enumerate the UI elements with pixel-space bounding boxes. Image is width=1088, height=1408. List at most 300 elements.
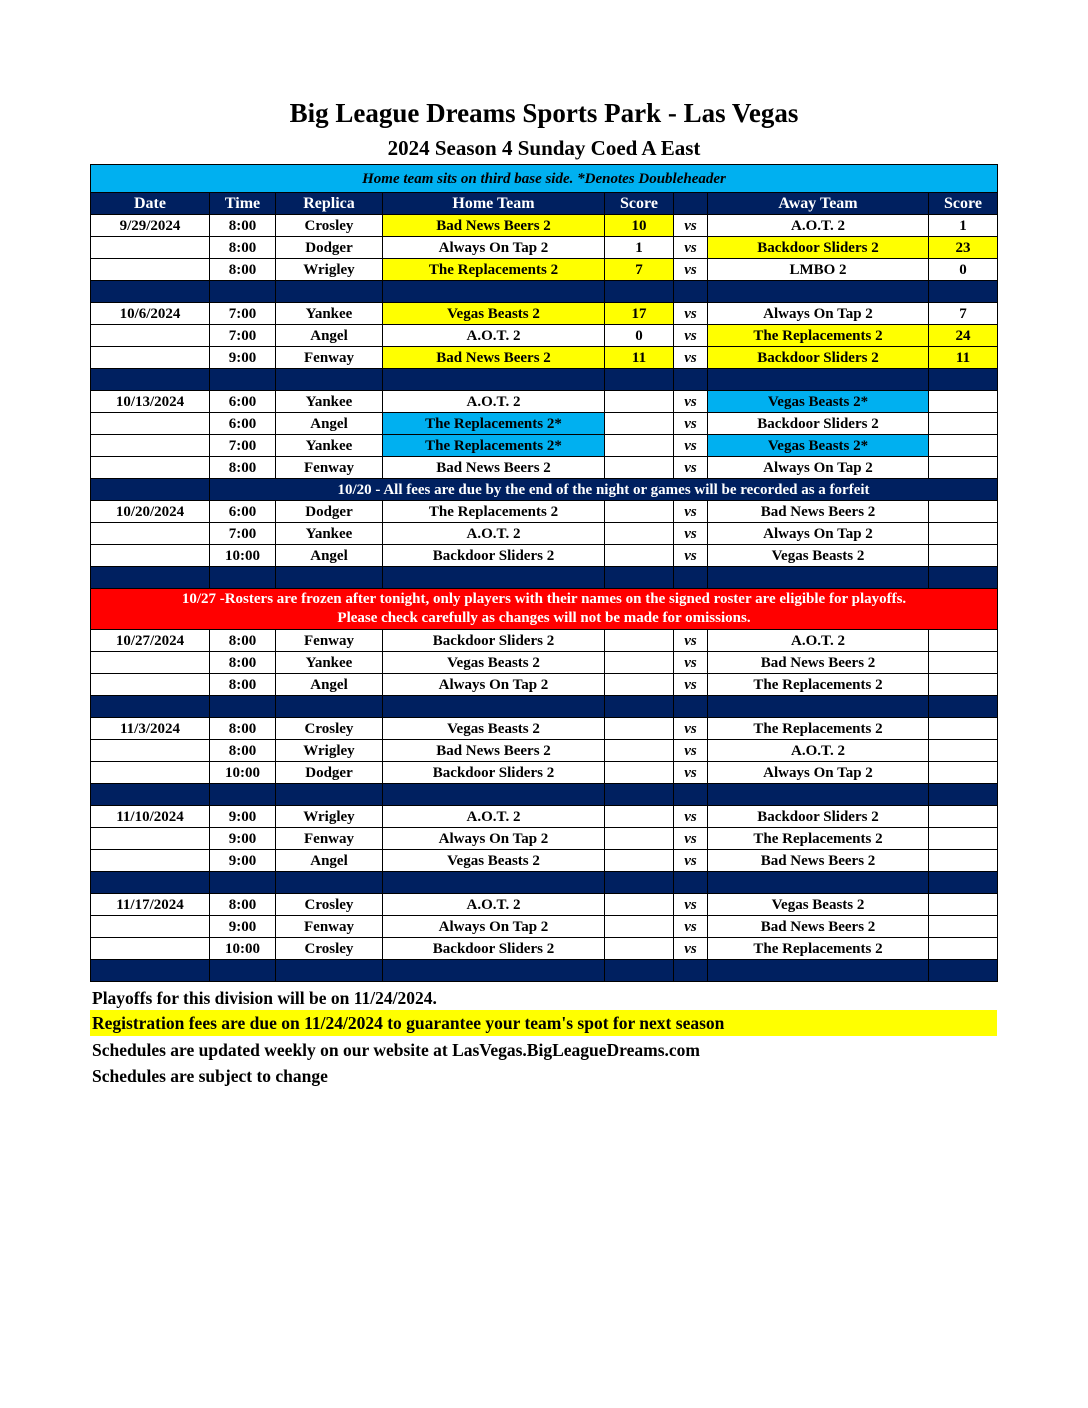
home-score — [605, 652, 674, 674]
spacer-cell — [605, 784, 674, 806]
spacer-cell — [91, 281, 210, 303]
game-date: 9/29/2024 — [91, 215, 210, 237]
game-row — [91, 303, 998, 325]
home-score — [605, 391, 674, 413]
game-time: 8:00 — [210, 630, 276, 652]
game-date: 10/20/2024 — [91, 501, 210, 523]
spacer-cell — [929, 369, 998, 391]
home-score — [605, 413, 674, 435]
home-team: Backdoor Sliders 2 — [383, 630, 605, 652]
game-time: 8:00 — [210, 259, 276, 281]
spacer-cell — [929, 567, 998, 589]
column-header-away-team: Away Team — [708, 193, 929, 215]
spacer-cell — [605, 960, 674, 982]
spacer-cell — [276, 872, 383, 894]
game-field: Fenway — [276, 630, 383, 652]
game-time: 6:00 — [210, 501, 276, 523]
game-field: Dodger — [276, 762, 383, 784]
game-field: Fenway — [276, 347, 383, 369]
game-field: Fenway — [276, 916, 383, 938]
game-row — [91, 762, 998, 784]
away-team: Vegas Beasts 2* — [708, 391, 929, 413]
away-team: Always On Tap 2 — [708, 457, 929, 479]
spacer-cell — [929, 784, 998, 806]
game-row — [91, 501, 998, 523]
spacer-cell — [383, 960, 605, 982]
home-score — [605, 828, 674, 850]
game-time: 8:00 — [210, 674, 276, 696]
home-team: The Replacements 2* — [383, 413, 605, 435]
away-score — [929, 630, 998, 652]
away-team: The Replacements 2 — [708, 674, 929, 696]
game-field: Crosley — [276, 215, 383, 237]
game-date — [91, 828, 210, 850]
game-row — [91, 545, 998, 567]
away-team: The Replacements 2 — [708, 938, 929, 960]
game-field: Dodger — [276, 237, 383, 259]
roster-notice — [91, 589, 998, 630]
spacer-cell — [605, 696, 674, 718]
away-score — [929, 762, 998, 784]
home-team: Vegas Beasts 2 — [383, 718, 605, 740]
home-team: Always On Tap 2 — [383, 237, 605, 259]
spacer-cell — [708, 960, 929, 982]
home-score — [605, 674, 674, 696]
away-score — [929, 718, 998, 740]
game-date — [91, 545, 210, 567]
home-score: 10 — [605, 215, 674, 237]
vs-label: vs — [674, 545, 708, 567]
spacer-cell — [674, 281, 708, 303]
change-note: Schedules are subject to change — [92, 1066, 328, 1086]
playoffs-note: Playoffs for this division will be on 11/24/2024. — [92, 988, 437, 1008]
home-score — [605, 435, 674, 457]
spacer-cell — [383, 567, 605, 589]
home-team: Vegas Beasts 2 — [383, 850, 605, 872]
game-field: Yankee — [276, 652, 383, 674]
spacer-cell — [674, 784, 708, 806]
home-team: Always On Tap 2 — [383, 828, 605, 850]
vs-label: vs — [674, 674, 708, 696]
game-row — [91, 740, 998, 762]
game-field: Yankee — [276, 303, 383, 325]
spacer-cell — [929, 696, 998, 718]
spacer-cell — [91, 479, 210, 501]
game-date: 10/6/2024 — [91, 303, 210, 325]
away-team: Vegas Beasts 2 — [708, 545, 929, 567]
away-score: 24 — [929, 325, 998, 347]
home-team: Backdoor Sliders 2 — [383, 545, 605, 567]
spacer-cell — [210, 784, 276, 806]
away-score — [929, 674, 998, 696]
game-field: Angel — [276, 413, 383, 435]
away-score — [929, 435, 998, 457]
vs-label: vs — [674, 391, 708, 413]
spacer-cell — [929, 872, 998, 894]
game-time: 8:00 — [210, 215, 276, 237]
game-row — [91, 916, 998, 938]
vs-label: vs — [674, 303, 708, 325]
home-team: A.O.T. 2 — [383, 523, 605, 545]
away-score — [929, 938, 998, 960]
game-field: Yankee — [276, 523, 383, 545]
game-row — [91, 523, 998, 545]
spacer-cell — [210, 872, 276, 894]
spacer-cell — [276, 696, 383, 718]
home-score — [605, 523, 674, 545]
column-header-vs — [674, 193, 708, 215]
game-time: 9:00 — [210, 347, 276, 369]
spacer-cell — [674, 567, 708, 589]
vs-label: vs — [674, 806, 708, 828]
game-row — [91, 347, 998, 369]
game-time: 8:00 — [210, 652, 276, 674]
spacer-cell — [605, 567, 674, 589]
game-time: 9:00 — [210, 850, 276, 872]
game-field: Yankee — [276, 391, 383, 413]
game-date: 11/17/2024 — [91, 894, 210, 916]
game-row — [91, 391, 998, 413]
spacer-cell — [383, 369, 605, 391]
game-row — [91, 435, 998, 457]
home-team: Always On Tap 2 — [383, 916, 605, 938]
game-time: 10:00 — [210, 762, 276, 784]
home-score — [605, 740, 674, 762]
vs-label: vs — [674, 740, 708, 762]
website-note: Schedules are updated weekly on our website at LasVegas.BigLeagueDreams.com — [92, 1040, 700, 1060]
away-score — [929, 850, 998, 872]
game-field: Angel — [276, 325, 383, 347]
vs-label: vs — [674, 938, 708, 960]
away-score — [929, 545, 998, 567]
game-date — [91, 237, 210, 259]
game-date — [91, 916, 210, 938]
game-row — [91, 325, 998, 347]
spacer-cell — [929, 960, 998, 982]
game-date — [91, 347, 210, 369]
away-team: The Replacements 2 — [708, 718, 929, 740]
away-team: The Replacements 2 — [708, 325, 929, 347]
game-time: 7:00 — [210, 325, 276, 347]
game-time: 6:00 — [210, 413, 276, 435]
game-time: 7:00 — [210, 435, 276, 457]
away-team: The Replacements 2 — [708, 828, 929, 850]
schedule-note-row — [91, 165, 998, 193]
home-team: Bad News Beers 2 — [383, 740, 605, 762]
away-team: Backdoor Sliders 2 — [708, 806, 929, 828]
spacer-cell — [708, 872, 929, 894]
game-row — [91, 718, 998, 740]
game-row — [91, 894, 998, 916]
fees-notice: 10/20 - All fees are due by the end of the night or games will be recorded as a forfeit — [210, 479, 998, 501]
game-row — [91, 828, 998, 850]
away-team: Bad News Beers 2 — [708, 501, 929, 523]
spacer-cell — [708, 567, 929, 589]
game-time: 9:00 — [210, 806, 276, 828]
game-time: 9:00 — [210, 828, 276, 850]
column-header-date: Date — [91, 193, 210, 215]
game-time: 10:00 — [210, 545, 276, 567]
fees-notice-row — [91, 479, 998, 501]
home-score — [605, 850, 674, 872]
away-score — [929, 828, 998, 850]
page-title: Big League Dreams Sports Park - Las Vegas — [289, 98, 799, 128]
home-score — [605, 545, 674, 567]
game-time: 7:00 — [210, 303, 276, 325]
page-subtitle: 2024 Season 4 Sunday Coed A East — [387, 136, 701, 160]
spacer-cell — [383, 872, 605, 894]
game-row — [91, 215, 998, 237]
spacer-row — [91, 872, 998, 894]
home-team: Vegas Beasts 2 — [383, 303, 605, 325]
vs-label: vs — [674, 237, 708, 259]
home-score — [605, 501, 674, 523]
spacer-cell — [210, 567, 276, 589]
spacer-cell — [276, 281, 383, 303]
home-score — [605, 762, 674, 784]
spacer-cell — [708, 369, 929, 391]
game-row — [91, 806, 998, 828]
game-date: 11/3/2024 — [91, 718, 210, 740]
home-score: 17 — [605, 303, 674, 325]
home-score — [605, 938, 674, 960]
vs-label: vs — [674, 413, 708, 435]
away-score: 1 — [929, 215, 998, 237]
home-score — [605, 457, 674, 479]
away-team: Always On Tap 2 — [708, 523, 929, 545]
game-field: Crosley — [276, 718, 383, 740]
game-row — [91, 652, 998, 674]
home-score: 0 — [605, 325, 674, 347]
away-team: Backdoor Sliders 2 — [708, 413, 929, 435]
game-row — [91, 413, 998, 435]
away-team: Backdoor Sliders 2 — [708, 237, 929, 259]
spacer-cell — [605, 872, 674, 894]
schedule-table — [90, 164, 998, 982]
game-date — [91, 762, 210, 784]
spacer-row — [91, 784, 998, 806]
spacer-row — [91, 960, 998, 982]
away-team: Bad News Beers 2 — [708, 916, 929, 938]
game-date: 10/27/2024 — [91, 630, 210, 652]
away-score: 23 — [929, 237, 998, 259]
away-team: LMBO 2 — [708, 259, 929, 281]
away-team: A.O.T. 2 — [708, 630, 929, 652]
spacer-cell — [91, 872, 210, 894]
away-score: 7 — [929, 303, 998, 325]
home-team: The Replacements 2 — [383, 501, 605, 523]
game-field: Crosley — [276, 894, 383, 916]
game-date — [91, 850, 210, 872]
schedule-note: Home team sits on third base side. *Denotes Doubleheader — [91, 165, 998, 193]
spacer-cell — [210, 281, 276, 303]
game-time: 7:00 — [210, 523, 276, 545]
home-score — [605, 916, 674, 938]
game-time: 10:00 — [210, 938, 276, 960]
game-time: 8:00 — [210, 718, 276, 740]
game-date — [91, 435, 210, 457]
game-field: Yankee — [276, 435, 383, 457]
game-date — [91, 652, 210, 674]
game-field: Angel — [276, 545, 383, 567]
game-row — [91, 938, 998, 960]
spacer-cell — [276, 784, 383, 806]
spacer-cell — [276, 567, 383, 589]
away-score — [929, 413, 998, 435]
game-time: 8:00 — [210, 237, 276, 259]
away-score — [929, 457, 998, 479]
home-team: The Replacements 2 — [383, 259, 605, 281]
game-field: Dodger — [276, 501, 383, 523]
spacer-row — [91, 281, 998, 303]
home-team: Bad News Beers 2 — [383, 347, 605, 369]
home-team: Backdoor Sliders 2 — [383, 938, 605, 960]
game-date — [91, 740, 210, 762]
away-team: Vegas Beasts 2* — [708, 435, 929, 457]
spacer-cell — [929, 281, 998, 303]
game-time: 9:00 — [210, 916, 276, 938]
game-date — [91, 457, 210, 479]
spacer-cell — [276, 960, 383, 982]
home-team: A.O.T. 2 — [383, 894, 605, 916]
away-score — [929, 740, 998, 762]
game-date — [91, 938, 210, 960]
spacer-cell — [91, 567, 210, 589]
home-score — [605, 718, 674, 740]
schedule-header-row — [91, 193, 998, 215]
away-team: Vegas Beasts 2 — [708, 894, 929, 916]
game-time: 6:00 — [210, 391, 276, 413]
vs-label: vs — [674, 916, 708, 938]
column-header-home-team: Home Team — [383, 193, 605, 215]
spacer-cell — [91, 369, 210, 391]
game-date — [91, 325, 210, 347]
game-time: 8:00 — [210, 457, 276, 479]
game-time: 8:00 — [210, 894, 276, 916]
spacer-cell — [383, 784, 605, 806]
away-team: Bad News Beers 2 — [708, 850, 929, 872]
game-field: Angel — [276, 850, 383, 872]
home-team: Bad News Beers 2 — [383, 457, 605, 479]
vs-label: vs — [674, 630, 708, 652]
home-team: A.O.T. 2 — [383, 391, 605, 413]
game-field: Fenway — [276, 828, 383, 850]
home-score: 1 — [605, 237, 674, 259]
home-score: 11 — [605, 347, 674, 369]
spacer-cell — [674, 872, 708, 894]
game-row — [91, 850, 998, 872]
spacer-cell — [605, 281, 674, 303]
game-date: 11/10/2024 — [91, 806, 210, 828]
vs-label: vs — [674, 457, 708, 479]
spacer-cell — [276, 369, 383, 391]
away-team: A.O.T. 2 — [708, 215, 929, 237]
away-score — [929, 523, 998, 545]
game-date — [91, 259, 210, 281]
game-field: Wrigley — [276, 806, 383, 828]
column-header-replica: Replica — [276, 193, 383, 215]
home-team: A.O.T. 2 — [383, 806, 605, 828]
home-score: 7 — [605, 259, 674, 281]
away-team: Backdoor Sliders 2 — [708, 347, 929, 369]
spacer-cell — [708, 281, 929, 303]
spacer-row — [91, 567, 998, 589]
away-score — [929, 894, 998, 916]
game-row — [91, 259, 998, 281]
roster-notice-line-2: Please check carefully as changes will not be made for omissions. — [337, 610, 751, 626]
spacer-row — [91, 369, 998, 391]
home-team: Vegas Beasts 2 — [383, 652, 605, 674]
vs-label: vs — [674, 828, 708, 850]
spacer-cell — [674, 369, 708, 391]
home-score — [605, 894, 674, 916]
game-field: Wrigley — [276, 259, 383, 281]
away-team: Always On Tap 2 — [708, 303, 929, 325]
roster-notice-line-1: 10/27 -Rosters are frozen after tonight, only players with their names on the signed roster are eligible for playoffs. — [181, 591, 907, 607]
game-date — [91, 413, 210, 435]
roster-notice-row — [91, 589, 998, 630]
game-time: 8:00 — [210, 740, 276, 762]
away-score — [929, 391, 998, 413]
vs-label: vs — [674, 259, 708, 281]
spacer-cell — [91, 784, 210, 806]
home-team: Bad News Beers 2 — [383, 215, 605, 237]
spacer-cell — [674, 960, 708, 982]
registration-note: Registration fees are due on 11/24/2024 to guarantee your team's spot for next season — [92, 1013, 725, 1033]
home-score — [605, 806, 674, 828]
game-field: Angel — [276, 674, 383, 696]
game-date: 10/13/2024 — [91, 391, 210, 413]
spacer-cell — [210, 696, 276, 718]
home-score — [605, 630, 674, 652]
spacer-cell — [383, 696, 605, 718]
vs-label: vs — [674, 215, 708, 237]
away-team: Bad News Beers 2 — [708, 652, 929, 674]
home-team: Always On Tap 2 — [383, 674, 605, 696]
away-score — [929, 806, 998, 828]
game-date — [91, 674, 210, 696]
spacer-cell — [210, 960, 276, 982]
vs-label: vs — [674, 435, 708, 457]
column-header-home-score: Score — [605, 193, 674, 215]
game-field: Wrigley — [276, 740, 383, 762]
vs-label: vs — [674, 523, 708, 545]
spacer-cell — [605, 369, 674, 391]
vs-label: vs — [674, 325, 708, 347]
vs-label: vs — [674, 762, 708, 784]
spacer-cell — [383, 281, 605, 303]
game-row — [91, 237, 998, 259]
game-row — [91, 457, 998, 479]
spacer-cell — [708, 696, 929, 718]
game-row — [91, 630, 998, 652]
away-team: A.O.T. 2 — [708, 740, 929, 762]
game-field: Crosley — [276, 938, 383, 960]
home-team: Backdoor Sliders 2 — [383, 762, 605, 784]
spacer-cell — [708, 784, 929, 806]
game-row — [91, 674, 998, 696]
spacer-cell — [210, 369, 276, 391]
column-header-away-score: Score — [929, 193, 998, 215]
vs-label: vs — [674, 652, 708, 674]
spacer-cell — [91, 696, 210, 718]
away-score — [929, 652, 998, 674]
away-score: 0 — [929, 259, 998, 281]
spacer-cell — [91, 960, 210, 982]
home-team: A.O.T. 2 — [383, 325, 605, 347]
vs-label: vs — [674, 894, 708, 916]
game-field: Fenway — [276, 457, 383, 479]
